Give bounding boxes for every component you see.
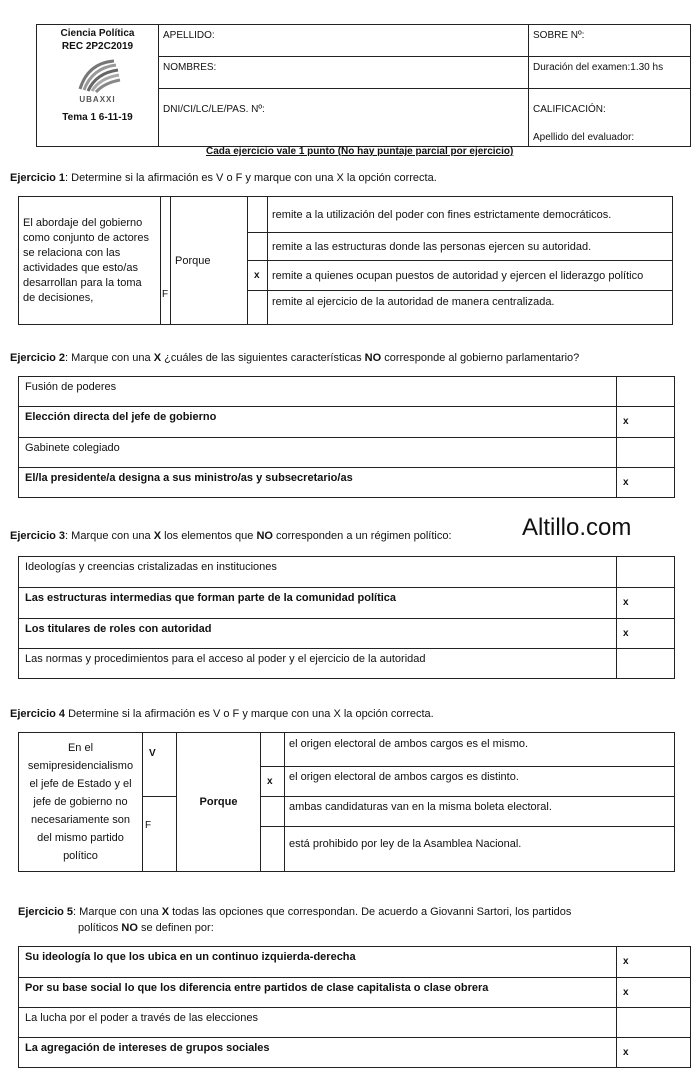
ex2-mark-3[interactable]: x [617,468,675,498]
ex5-title-part4: se definen por: [137,922,214,934]
ex3-row-2: Los titulares de roles con autoridad [19,619,617,649]
course-name: Ciencia Política [60,28,135,39]
evaluador-label: Apellido del evaluador: [533,132,635,143]
ex2-row-1: Elección directa del jefe de gobierno [19,407,617,438]
ex2-title-x: X [153,352,162,364]
ex5-row-2: La lucha por el poder a través de las elecciones [19,1008,617,1038]
ex4-option-0: el origen electoral de ambos cargos es el mismo. [285,733,675,767]
ex2-title-no: NO [364,352,382,364]
ex4-title [10,708,434,720]
ex4-option-2: ambas candidaturas van en la misma boleta electoral. [285,797,675,827]
ex4-statement: En el semipresidencialismo el jefe de Estado y el jefe de gobierno no necesariamente son del mismo partido político [19,733,143,872]
header-course-cell [37,25,159,147]
ex5-row-0: Su ideología lo que los ubica en un continuo izquierda-derecha [19,947,617,978]
ex2-title-bold: Ejercicio 2 [10,352,66,364]
ex4-v-cell[interactable]: V [143,733,177,797]
ex5-mark-3[interactable]: x [617,1038,691,1068]
ex4-option-1: el origen electoral de ambos cargos es distinto. [285,767,675,797]
calificacion-label: CALIFICACIÓN: [533,104,606,115]
ex5-mark-2[interactable] [617,1008,691,1038]
ex1-statement: El abordaje del gobierno como conjunto de actores se relaciona con las actividades que esto/as desarrollan para la toma de decisiones, [19,197,161,325]
ex3-table [18,556,675,679]
ex2-mark-1[interactable]: x [617,407,675,438]
ex1-title-rest: : Determine si la afirmación es V o F y marque con una X la opción correcta. [65,172,437,184]
ex1-option-0: remite a la utilización del poder con fines estrictamente democráticos. [268,197,673,233]
ex5-row-1: Por su base social lo que los diferencia entre partidos de clase capitalista o clase obrera [19,978,617,1008]
ex3-title-x: X [153,530,162,542]
nombres-field[interactable]: NOMBRES: [159,57,529,89]
ex2-row-2: Gabinete colegiado [19,438,617,468]
ex3-mark-0[interactable] [617,557,675,588]
ex3-title-part: : Marque con una [65,530,154,542]
calificacion-cell[interactable] [529,89,691,147]
ex5-table [18,946,691,1068]
duracion-label: Duración del examen:1.30 hs [529,57,691,89]
ex1-title-bold: Ejercicio 1 [10,172,66,184]
ex3-title-part2: los elementos que [161,530,257,542]
ex1-mark-3[interactable] [248,291,268,325]
ex2-table [18,376,675,498]
ex4-mark-3[interactable] [261,827,285,872]
ex5-title-x: X [161,906,170,918]
ex5-title-bold: Ejercicio 5 [18,906,74,918]
sobre-field[interactable]: SOBRE Nº: [529,25,691,57]
ex2-title-part2: ¿cuáles de las siguientes características [161,352,365,364]
tema-label: Tema 1 6-11-19 [62,112,133,123]
ex5-title-part2: todas las opciones que correspondan. De acuerdo a Giovanni Sartori, los partidos [169,906,572,918]
ex4-porque: Porque [177,733,261,872]
altillo-watermark: Altillo.com [522,514,632,541]
ex3-row-0: Ideologías y creencias cristalizadas en instituciones [19,557,617,588]
ex1-option-1: remite a las estructuras donde las personas ejercen su autoridad. [268,233,673,261]
ex1-mark-0[interactable] [248,197,268,233]
ubaxxi-logo [68,59,128,103]
ex4-mark-0[interactable] [261,733,285,767]
ex4-mark-1[interactable]: x [261,767,285,797]
ex5-title-part3: políticos [78,922,122,934]
apellido-field[interactable]: APELLIDO: [159,25,529,57]
ex5-title [18,904,571,936]
ex1-table [18,196,673,325]
ex1-mark-2[interactable]: x [248,261,268,291]
ex3-mark-2[interactable]: x [617,619,675,649]
ex2-row-0: Fusión de poderes [19,377,617,407]
ex3-title [10,530,452,542]
logo-text: UBAXXI [79,95,116,104]
ex4-option-3: está prohibido por ley de la Asamblea Nacional. [285,827,675,872]
ex4-mark-2[interactable] [261,797,285,827]
ex4-table [18,732,675,872]
ex1-vf-cell[interactable]: F [161,197,171,325]
ex2-title-part3: corresponde al gobierno parlamentario? [381,352,580,364]
ex3-mark-3[interactable] [617,649,675,679]
ex2-mark-0[interactable] [617,377,675,407]
ex5-mark-0[interactable]: x [617,947,691,978]
exam-code: REC 2P2C2019 [61,41,134,52]
ex5-row-3: La agregación de intereses de grupos sociales [19,1038,617,1068]
ex3-title-part3: corresponden a un régimen político: [272,530,452,542]
ex1-title [10,172,437,184]
ex1-mark-1[interactable] [248,233,268,261]
logo-swirl-icon [68,59,128,93]
ex2-title-part: : Marque con una [65,352,154,364]
ex5-mark-1[interactable]: x [617,978,691,1008]
ex5-title-no: NO [121,922,138,934]
ex3-title-no: NO [256,530,273,542]
ex5-title-part: : Marque con una [73,906,162,918]
ex1-porque: Porque [171,197,248,325]
ex4-f-cell[interactable]: F [143,797,177,872]
header-table [36,24,691,147]
ex2-row-3: El/la presidente/a designa a sus ministro/as y subsecretario/as [19,468,617,498]
ex2-title [10,352,579,364]
ex3-mark-1[interactable]: x [617,588,675,619]
ex1-option-3: remite al ejercicio de la autoridad de manera centralizada. [268,291,673,325]
ex4-title-rest: Determine si la afirmación es V o F y marque con una X la opción correcta. [65,708,434,720]
ex1-option-2: remite a quienes ocupan puestos de autoridad y ejercen el liderazgo político [268,261,673,291]
ex4-title-bold: Ejercicio 4 [10,708,66,720]
scoring-note: Cada ejercicio vale 1 punto (No hay puntaje parcial por ejercicio) [206,146,514,157]
ex3-title-bold: Ejercicio 3 [10,530,66,542]
ex2-mark-2[interactable] [617,438,675,468]
dni-field[interactable]: DNI/CI/LC/LE/PAS. Nº: [159,89,529,147]
ex3-row-1: Las estructuras intermedias que forman parte de la comunidad política [19,588,617,619]
ex3-row-3: Las normas y procedimientos para el acceso al poder y el ejercicio de la autoridad [19,649,617,679]
